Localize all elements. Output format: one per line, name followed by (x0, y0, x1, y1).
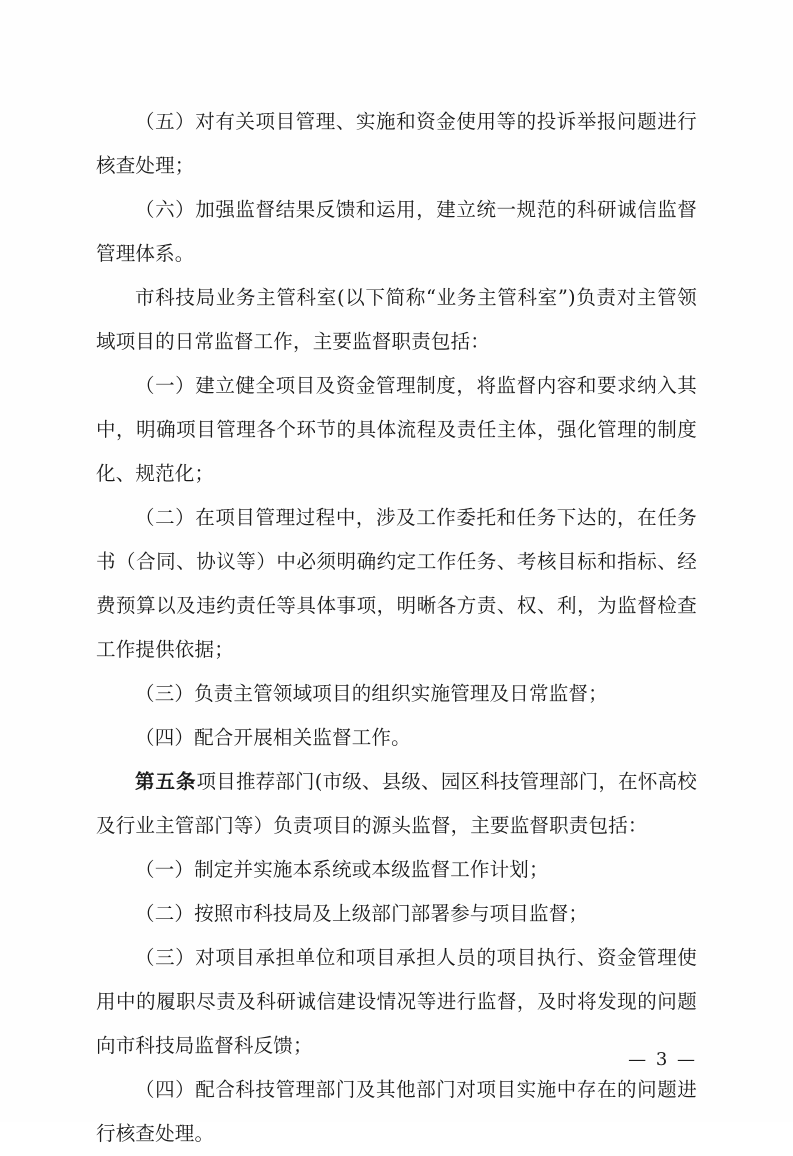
page-number: — 3 — (628, 1049, 697, 1070)
paragraph: （二）在项目管理过程中，涉及工作委托和任务下达的，在任务书（合同、协议等）中必须明确约定工作任务、考核目标和指标、经费预算以及违约责任等具体事项，明晰各方责、权、利，为监督检查工作提供依据； (96, 506, 697, 661)
paragraph: （四）配合科技管理部门及其他部门对项目实施中存在的问题进行核查处理。 (96, 1078, 697, 1145)
paragraph: （二）按照市科技局及上级部门部署参与项目监督； (135, 902, 589, 925)
paragraph: （三）负责主管领域项目的组织实施管理及日常监督； (135, 682, 608, 705)
paragraph: （四）配合开展相关监督工作。 (135, 726, 411, 749)
paragraph: （六）加强监督结果反馈和运用，建立统一规范的科研诚信监督管理体系。 (96, 198, 697, 265)
document-body (96, 100, 697, 1156)
article-label: 第五条 (135, 770, 197, 793)
paragraph: 市科技局业务主管科室(以下简称“业务主管科室”)负责对主管领域项目的日常监督工作，主要监督职责包括： (96, 286, 697, 353)
paragraph: （一）制定并实施本系统或本级监督工作计划； (135, 858, 549, 881)
paragraph: （一）建立健全项目及资金管理制度，将监督内容和要求纳入其中，明确项目管理各个环节的具体流程及责任主体，强化管理的制度化、规范化； (96, 374, 697, 485)
paragraph: （三）对项目承担单位和项目承担人员的项目执行、资金管理使用中的履职尽责及科研诚信建设情况等进行监督，及时将发现的问题向市科技局监督科反馈； (96, 946, 697, 1057)
article-text: 项目推荐部门(市级、县级、园区科技管理部门，在怀高校及行业主管部门等）负责项目的源头监督，主要监督职责包括： (96, 770, 697, 837)
article-paragraph (96, 760, 697, 848)
paragraph: （五）对有关项目管理、实施和资金使用等的投诉举报问题进行核查处理； (96, 110, 697, 177)
